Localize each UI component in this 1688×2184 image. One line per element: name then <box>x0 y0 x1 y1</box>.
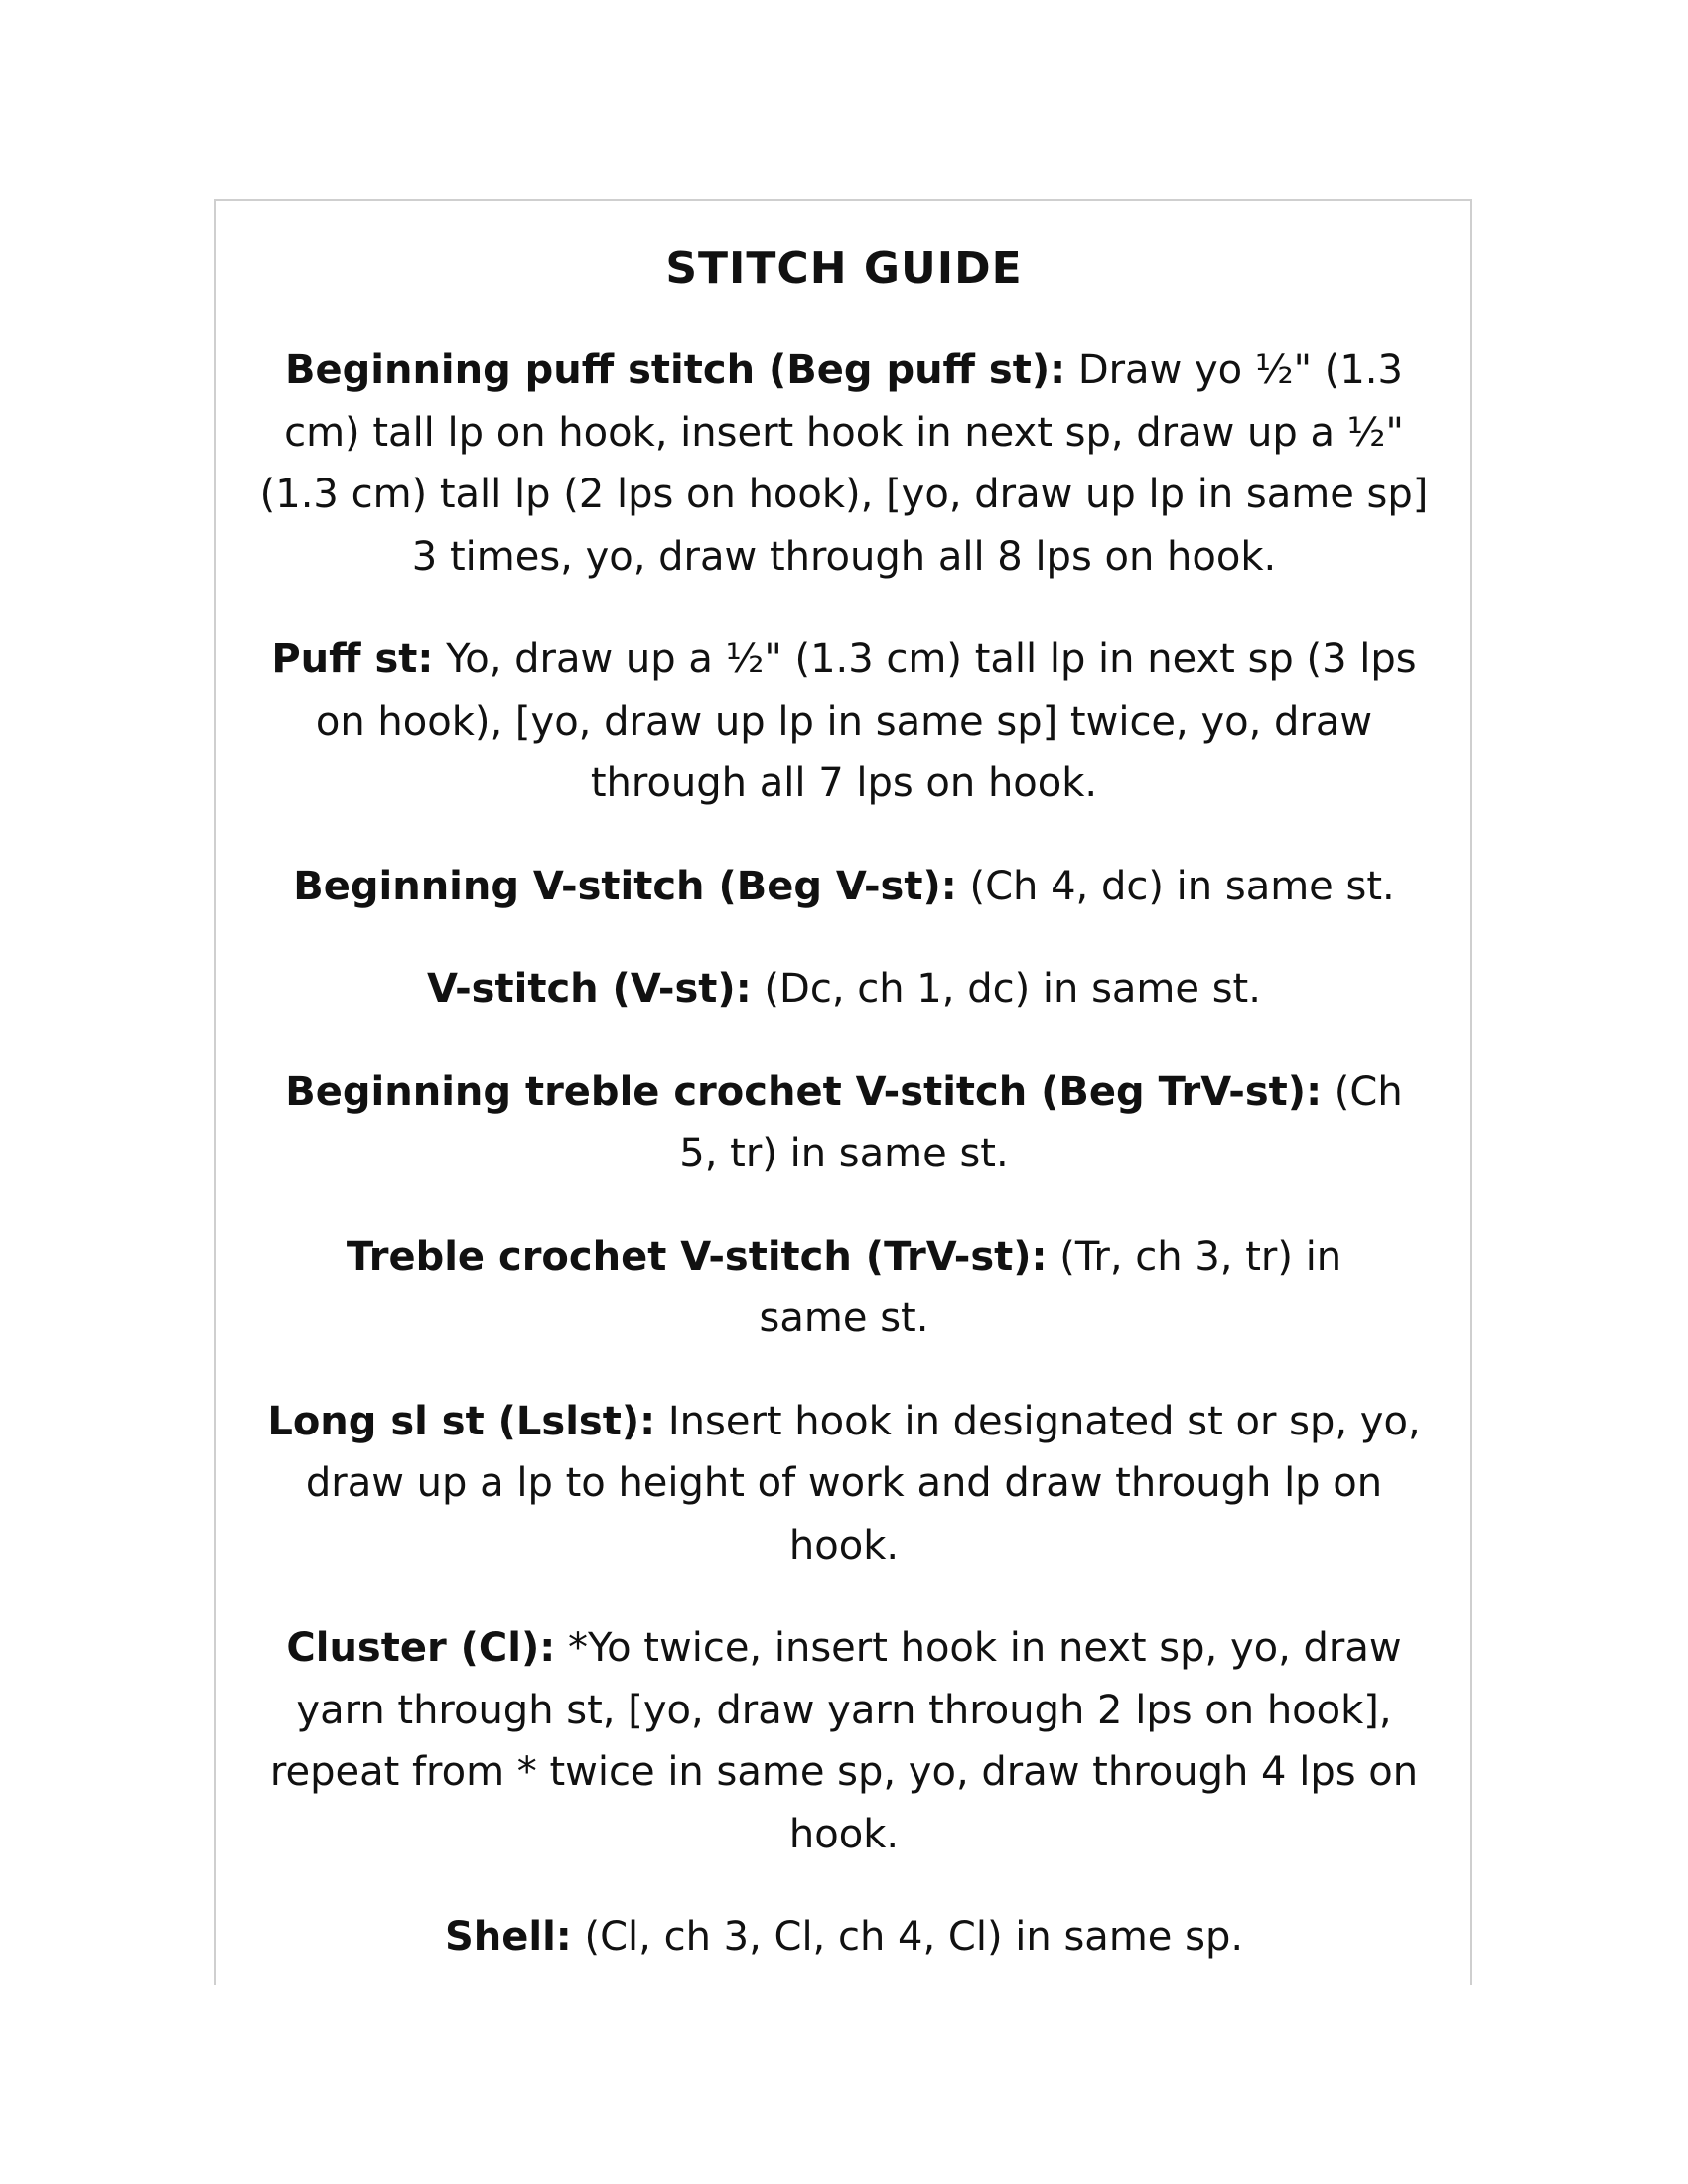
entry-treble-v-stitch <box>308 1226 1380 1350</box>
entry-definition: (Cl, ch 3, Cl, ch 4, Cl) in same sp. <box>584 1914 1244 1960</box>
entry-term: Long sl st (Lslst): <box>267 1398 656 1444</box>
entry-definition: (Ch 5, tr) in same st. <box>679 1068 1403 1176</box>
entry-definition: Draw yo ½" (1.3 cm) tall lp on hook, insert hook in next sp, draw up a ½" (1.3 cm) tall lp (2 lps on hook), [yo, draw up lp in same sp] 3 times, yo, draw through all 8 lps on hook. <box>259 347 1429 580</box>
entry-beginning-puff-stitch <box>248 340 1440 588</box>
entry-long-slip-stitch <box>248 1391 1440 1577</box>
entry-definition: (Ch 4, dc) in same st. <box>969 863 1395 909</box>
stitch-entries <box>0 340 1688 1969</box>
entry-shell <box>298 1906 1390 1969</box>
entry-term: Beginning treble crochet V-stitch (Beg TrV-st): <box>285 1068 1323 1115</box>
entry-term: Beginning puff stitch (Beg puff st): <box>285 347 1066 393</box>
page-title: STITCH GUIDE <box>665 243 1023 294</box>
entry-definition: (Tr, ch 3, tr) in same st. <box>759 1233 1342 1341</box>
entry-definition: Yo, draw up a ½" (1.3 cm) tall lp in next sp (3 lps on hook), [yo, draw up lp in same sp] twice, yo, draw through all 7 lps on hook. <box>315 636 1417 806</box>
entry-term: Beginning V-stitch (Beg V-st): <box>293 863 957 909</box>
entry-beginning-treble-v-stitch <box>278 1061 1410 1185</box>
entry-term: Treble crochet V-stitch (TrV-st): <box>346 1233 1048 1280</box>
entry-v-stitch <box>298 958 1390 1021</box>
entry-term: Cluster (Cl): <box>286 1625 556 1671</box>
entry-term: Shell: <box>444 1914 572 1960</box>
entry-term: V-stitch (V-st): <box>427 966 752 1012</box>
entry-definition: (Dc, ch 1, dc) in same st. <box>764 966 1261 1012</box>
entry-definition: Insert hook in designated st or sp, yo, draw up a lp to height of work and draw through lp on hook. <box>305 1398 1421 1569</box>
entry-puff-stitch <box>258 628 1430 815</box>
entry-cluster <box>263 1617 1425 1865</box>
entry-definition: *Yo twice, insert hook in next sp, yo, draw yarn through st, [yo, draw yarn through 2 lps on hook], repeat from * twice in same sp, yo, draw through 4 lps on hook. <box>269 1625 1419 1857</box>
entry-term: Puff st: <box>271 636 434 682</box>
entry-beginning-v-stitch <box>248 856 1440 918</box>
